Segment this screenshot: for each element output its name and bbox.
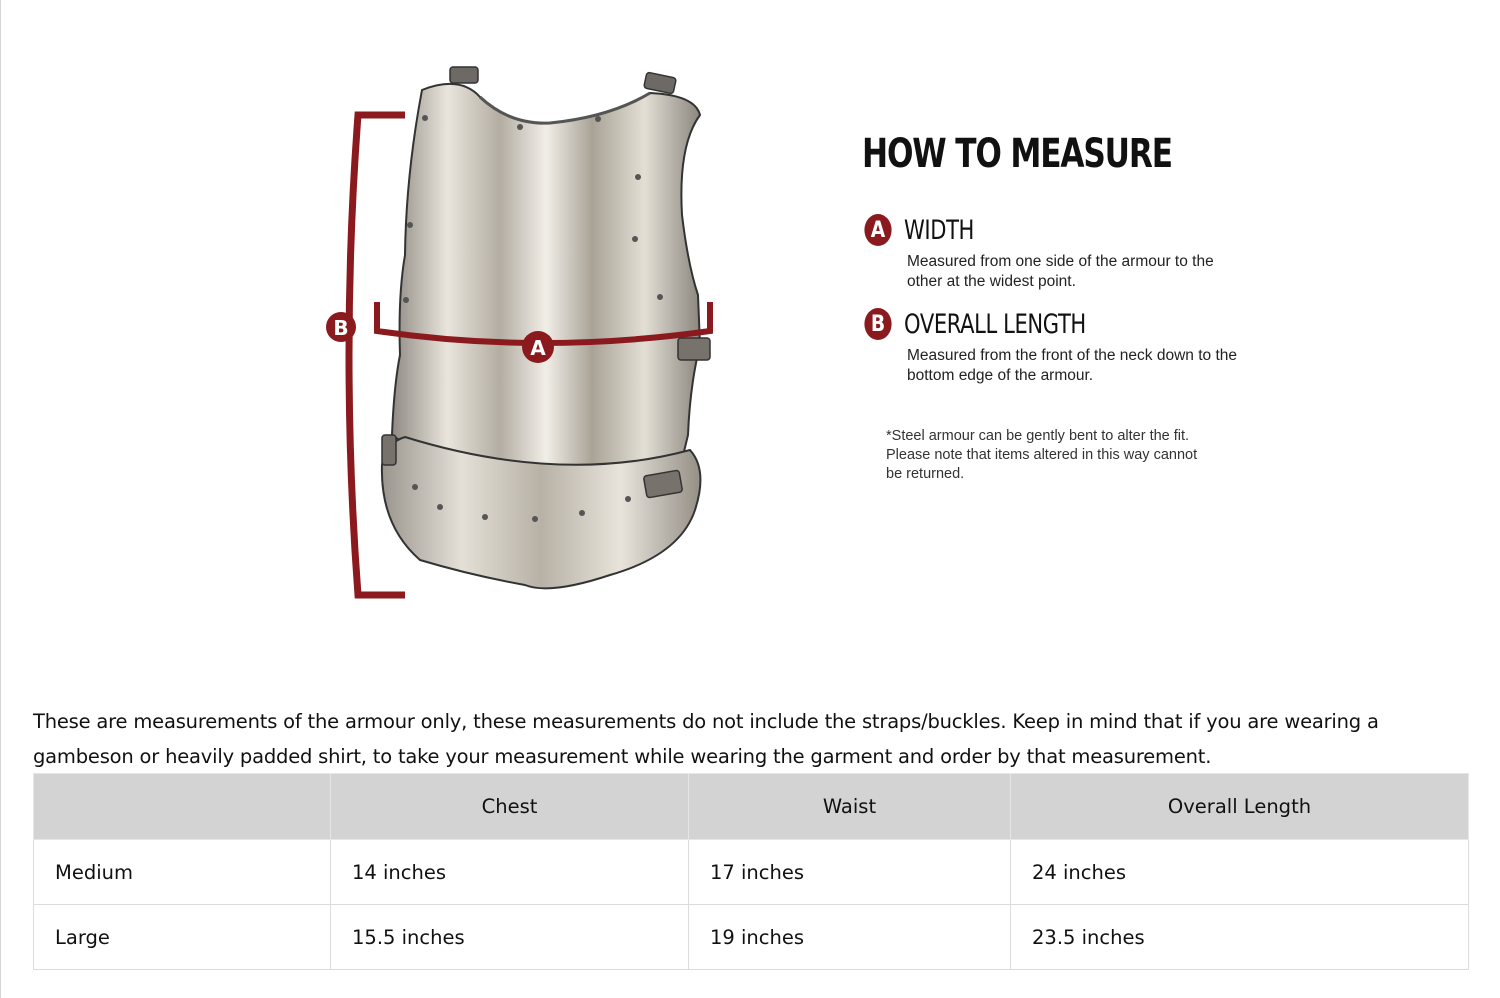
page-edge xyxy=(0,0,1,998)
alteration-note: *Steel armour can be gently bent to alter the fit. Please note that items altered in this way cannot be returned. xyxy=(886,428,1198,482)
row-size: Medium xyxy=(34,840,331,905)
right-shoulder-strap xyxy=(644,72,677,94)
measure-label-length: OVERALL LENGTH xyxy=(904,308,1086,340)
breastplate-body xyxy=(392,84,700,476)
breastplate-illustration xyxy=(310,55,740,615)
right-buckle xyxy=(678,338,710,360)
size-table xyxy=(33,773,1469,970)
badge-a: A xyxy=(864,214,891,246)
guide-title: HOW TO MEASURE xyxy=(862,131,1172,177)
left-shoulder-strap xyxy=(450,67,478,83)
header-cell-waist: Waist xyxy=(689,774,1011,840)
marker-b xyxy=(326,312,356,342)
marker-a xyxy=(522,331,554,363)
measure-guide xyxy=(862,128,1262,482)
left-buckle xyxy=(382,435,396,465)
row-chest: 14 inches xyxy=(331,840,689,905)
header-cell-size xyxy=(34,774,331,840)
row-waist: 19 inches xyxy=(689,905,1011,970)
intro-paragraph: These are measurements of the armour only, these measurements do not include the straps/buckles. Keep in mind that if you are wearing a gambeson or heavily padded shirt, to take your measurement while wearing the garment and order by that measurement. xyxy=(33,710,1379,768)
row-waist: 17 inches xyxy=(689,840,1011,905)
measure-item-width xyxy=(862,214,1262,292)
row-chest: 15.5 inches xyxy=(331,905,689,970)
measure-label-width: WIDTH xyxy=(904,214,975,246)
measure-desc-width: Measured from one side of the armour to the other at the widest point. xyxy=(907,253,1214,290)
table-row xyxy=(34,840,1469,905)
measure-item-length xyxy=(862,308,1262,386)
table-row xyxy=(34,905,1469,970)
table-header-row xyxy=(34,774,1469,840)
breastplate-figure xyxy=(310,55,740,615)
row-size: Large xyxy=(34,905,331,970)
row-length: 23.5 inches xyxy=(1011,905,1469,970)
marker-a-label: A xyxy=(530,336,546,360)
marker-b-label: B xyxy=(333,316,349,340)
badge-b: B xyxy=(864,308,891,340)
header-cell-length: Overall Length xyxy=(1011,774,1469,840)
header-cell-chest: Chest xyxy=(331,774,689,840)
row-length: 24 inches xyxy=(1011,840,1469,905)
measure-desc-length: Measured from the front of the neck down to the bottom edge of the armour. xyxy=(907,347,1237,384)
